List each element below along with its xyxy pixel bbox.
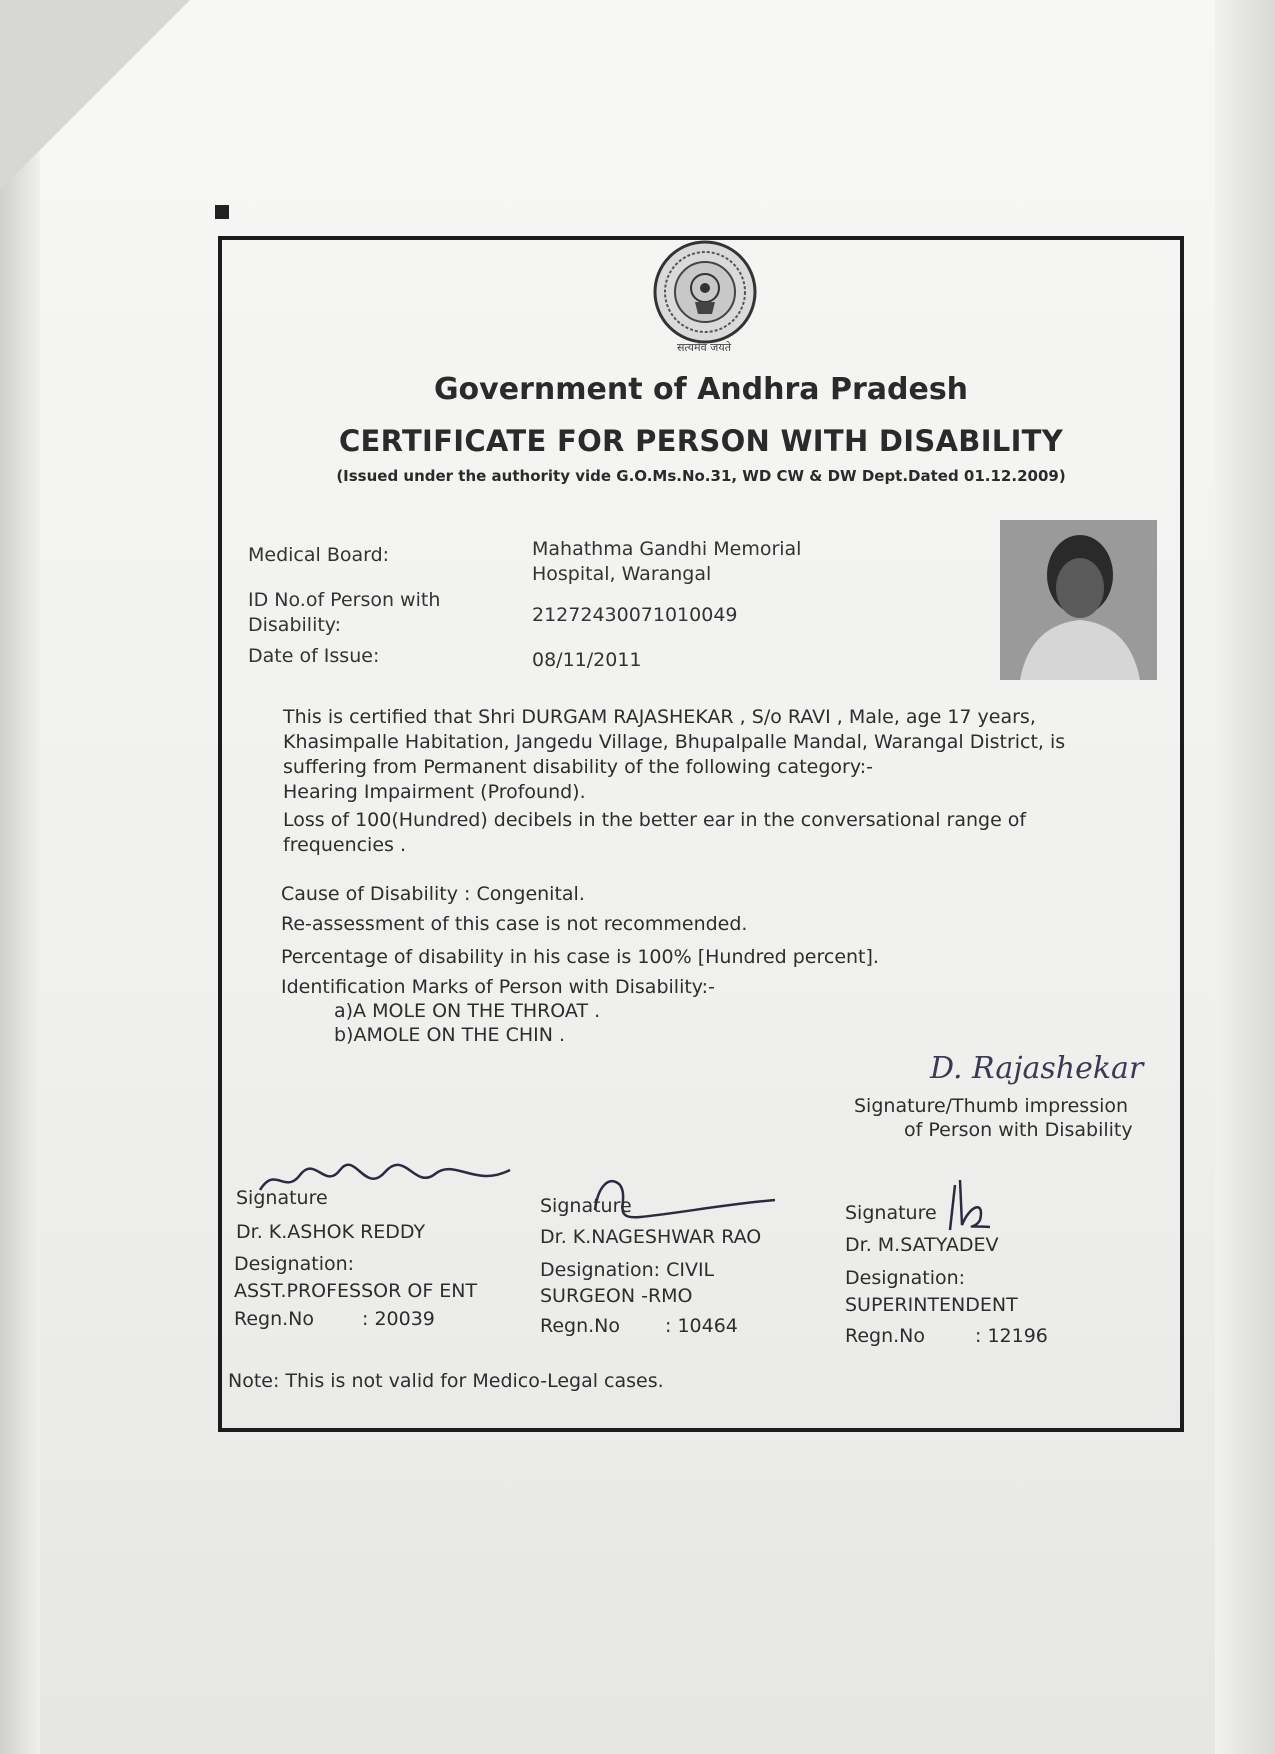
regn-label-2: Regn.No [540,1315,621,1337]
marks-label: Identification Marks of Person with Disability:- [281,976,715,998]
id-label-line1: ID No.of Person with [248,589,441,611]
disability-category: Hearing Impairment (Profound). [283,781,586,803]
applicant-caption-line2: of Person with Disability [904,1119,1133,1141]
mark-a: a)A MOLE ON THE THROAT . [334,1000,601,1022]
authority-note: (Issued under the authority vide G.O.Ms.No.31, WD CW & DW Dept.Dated 01.12.2009) [336,467,1066,485]
punch-mark [215,205,229,219]
designation-1: ASST.PROFESSOR OF ENT [234,1280,478,1302]
designation-2: SURGEON -RMO [540,1285,693,1307]
signatory-name-3: Dr. M.SATYADEV [845,1234,999,1256]
state-emblem-icon [650,240,760,350]
loss-line1: Loss of 100(Hundred) decibels in the better ear in the conversational range of [283,809,1027,831]
id-value: 21272430071010049 [532,604,738,626]
certified-line3: suffering from Permanent disability of the following category:- [283,756,873,778]
signature-scribble-3 [940,1175,1000,1235]
signatory-name-1: Dr. K.ASHOK REDDY [236,1221,426,1243]
government-title: Government of Andhra Pradesh [433,372,969,407]
signature-label-3: Signature [845,1202,937,1224]
certified-line2: Khasimpalle Habitation, Jangedu Village, Bhupalpalle Mandal, Warangal District, is [283,731,1066,753]
emblem-caption: सत्यमेव जयते [676,341,731,354]
mark-b: b)AMOLE ON THE CHIN . [334,1024,566,1046]
loss-line2: frequencies . [283,834,406,856]
date-label: Date of Issue: [248,645,380,667]
validity-note: Note: This is not valid for Medico-Legal cases. [228,1370,664,1392]
folded-corner [0,0,190,190]
person-photo-icon [1000,520,1157,680]
designation-label-1: Designation: [234,1253,355,1275]
medical-board-line2: Hospital, Warangal [532,563,712,585]
id-label-line2: Disability: [248,614,342,636]
regn-value-2: : 10464 [665,1315,738,1337]
date-value: 08/11/2011 [532,649,642,671]
percentage: Percentage of disability in his case is 100% [Hundred percent]. [281,946,879,968]
applicant-photo [1000,520,1157,680]
applicant-caption-line1: Signature/Thumb impression [854,1095,1129,1117]
scan-shadow-left [0,0,40,1754]
designation-3: SUPERINTENDENT [845,1294,1018,1316]
applicant-signature: D. Rajashekar [930,1051,1144,1086]
designation-label-3: Designation: [845,1267,966,1289]
certificate-title: CERTIFICATE FOR PERSON WITH DISABILITY [338,424,1064,458]
reassessment: Re-assessment of this case is not recommended. [281,913,748,935]
certified-line1: This is certified that Shri DURGAM RAJASHEKAR , S/o RAVI , Male, age 17 years, [283,706,1036,728]
signatory-name-2: Dr. K.NAGESHWAR RAO [540,1226,762,1248]
regn-value-3: : 12196 [975,1325,1048,1347]
regn-label-3: Regn.No [845,1325,926,1347]
medical-board-label: Medical Board: [248,544,390,566]
regn-label-1: Regn.No [234,1308,315,1330]
designation-label-2: Designation: CIVIL [540,1259,715,1281]
scan-shadow-right [1215,0,1275,1754]
medical-board-line1: Mahathma Gandhi Memorial [532,538,802,560]
signature-label-2: Signature [540,1195,632,1217]
signature-label-1: Signature [236,1187,328,1209]
cause-of-disability: Cause of Disability : Congenital. [281,883,585,905]
regn-value-1: : 20039 [362,1308,435,1330]
